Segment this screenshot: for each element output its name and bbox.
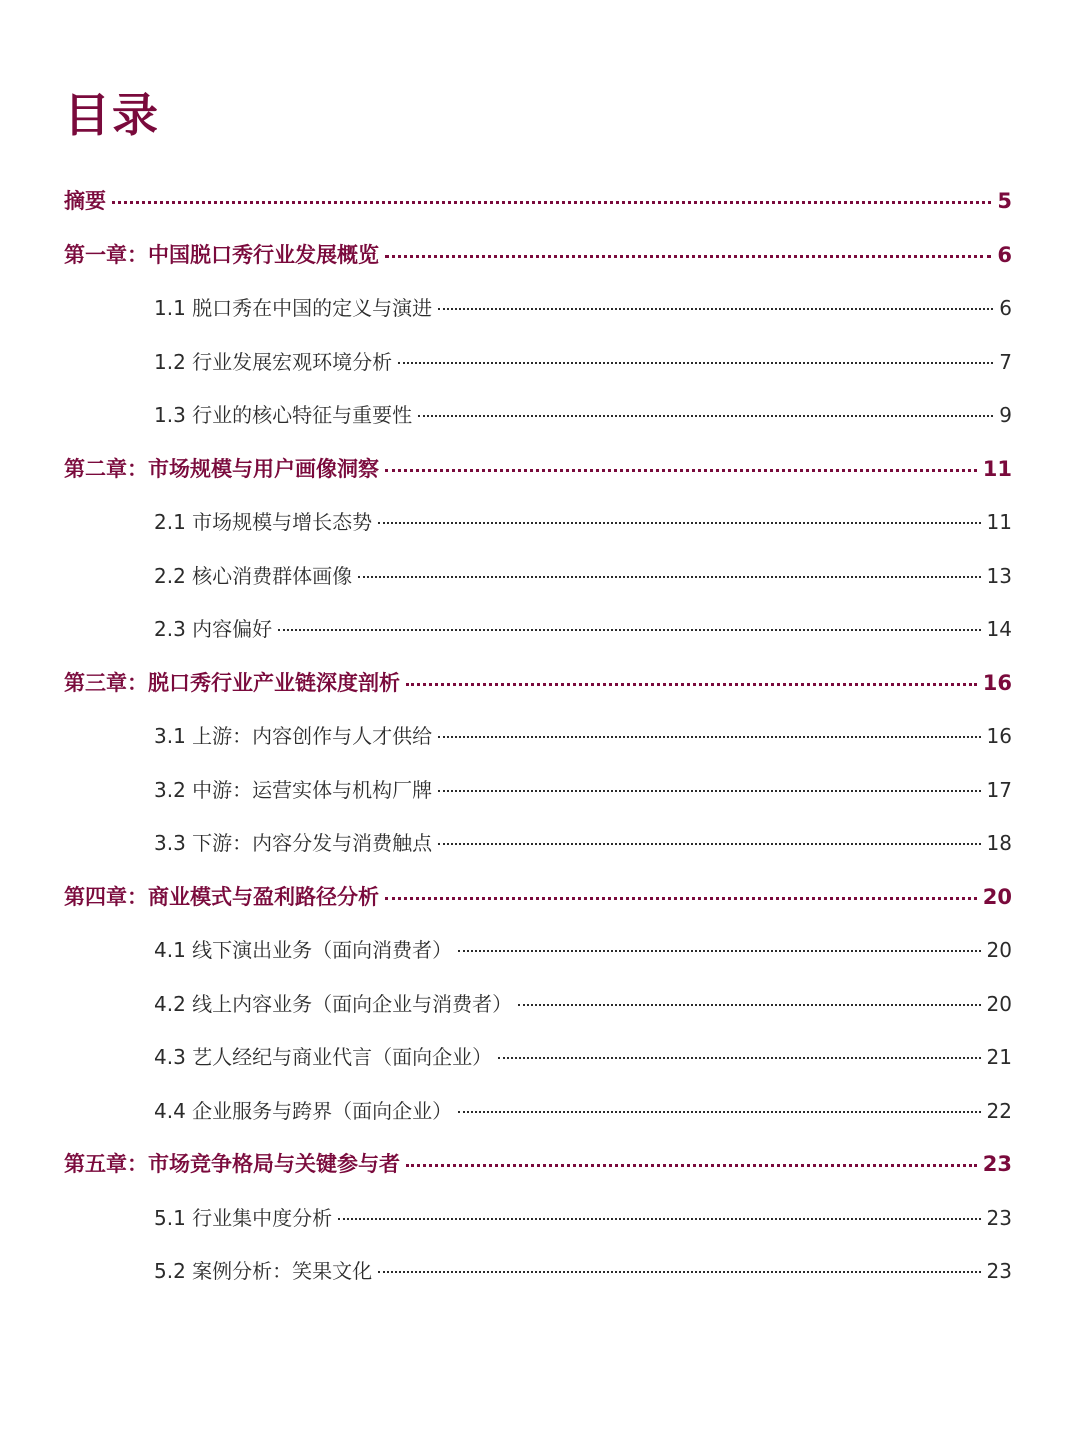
toc-entry-label: 3.1 上游：内容创作与人才供给 <box>154 724 433 748</box>
toc-entry-label: 3.2 中游：运营实体与机构厂牌 <box>154 777 433 802</box>
toc-entry-label: 第三章：脱口秀行业产业链深度剖析 <box>64 670 400 695</box>
dot-leader <box>458 949 980 952</box>
toc-list <box>0 175 1080 1299</box>
toc-entry-label: 第一章：中国脱口秀行业发展概览 <box>64 242 379 267</box>
toc-entry-section-1-3[interactable] <box>0 389 1080 443</box>
toc-entry-page-number: 23 <box>986 1205 1012 1230</box>
dot-leader <box>406 1163 977 1167</box>
toc-entry-label: 4.3 艺人经纪与商业代言（面向企业） <box>154 1045 493 1069</box>
toc-entry-section-5-1[interactable] <box>0 1192 1080 1246</box>
toc-entry-label: 1.1 脱口秀在中国的定义与演进 <box>154 296 433 320</box>
dot-leader <box>338 1217 980 1220</box>
toc-entry-label: 5.1 行业集中度分析 <box>154 1205 333 1230</box>
toc-entry-chapter-5[interactable] <box>0 1138 1080 1192</box>
dot-leader <box>378 521 980 524</box>
toc-entry-section-3-3[interactable] <box>0 817 1080 871</box>
toc-entry-page-number: 9 <box>999 403 1012 427</box>
dot-leader <box>385 254 991 258</box>
toc-entry-label: 4.1 线下演出业务（面向消费者） <box>154 938 453 962</box>
dot-leader <box>438 842 980 845</box>
toc-entry-label: 4.2 线上内容业务（面向企业与消费者） <box>154 991 513 1016</box>
toc-entry-page-number: 5 <box>997 189 1012 213</box>
toc-entry-page-number: 11 <box>982 456 1012 481</box>
dot-leader <box>406 682 977 686</box>
toc-entry-section-4-4[interactable] <box>0 1085 1080 1139</box>
dot-leader <box>458 1110 980 1113</box>
toc-entry-label: 2.1 市场规模与增长态势 <box>154 510 373 534</box>
toc-entry-page-number: 17 <box>986 777 1012 802</box>
toc-entry-chapter-4[interactable] <box>0 871 1080 925</box>
toc-entry-page-number: 20 <box>986 938 1012 962</box>
toc-entry-page-number: 6 <box>999 296 1012 320</box>
toc-entry-label: 1.3 行业的核心特征与重要性 <box>154 403 413 427</box>
dot-leader <box>498 1056 980 1059</box>
dot-leader <box>438 735 980 738</box>
toc-entry-section-4-2[interactable] <box>0 978 1080 1032</box>
page-title: 目录 <box>64 88 160 142</box>
dot-leader <box>112 200 991 204</box>
toc-entry-page-number: 13 <box>986 563 1012 588</box>
toc-entry-page-number: 20 <box>986 991 1012 1016</box>
toc-entry-page-number: 16 <box>986 724 1012 748</box>
toc-entry-section-3-2[interactable] <box>0 764 1080 818</box>
toc-entry-section-4-3[interactable] <box>0 1031 1080 1085</box>
toc-entry-page-number: 20 <box>982 884 1012 909</box>
toc-entry-page-number: 22 <box>986 1098 1012 1123</box>
toc-entry-page-number: 16 <box>982 670 1012 695</box>
toc-entry-abstract[interactable] <box>0 175 1080 229</box>
toc-entry-page-number: 18 <box>986 831 1012 855</box>
toc-entry-label: 2.2 核心消费群体画像 <box>154 563 353 588</box>
dot-leader <box>385 896 977 900</box>
toc-entry-page-number: 21 <box>986 1045 1012 1069</box>
toc-entry-label: 3.3 下游：内容分发与消费触点 <box>154 831 433 855</box>
toc-entry-page-number: 11 <box>986 510 1012 534</box>
toc-entry-label: 5.2 案例分析：笑果文化 <box>154 1259 373 1283</box>
toc-entry-chapter-1[interactable] <box>0 229 1080 283</box>
toc-entry-label: 4.4 企业服务与跨界（面向企业） <box>154 1098 453 1123</box>
toc-entry-label: 第五章：市场竞争格局与关键参与者 <box>64 1152 400 1176</box>
toc-entry-page-number: 14 <box>986 617 1012 641</box>
toc-entry-section-2-3[interactable] <box>0 603 1080 657</box>
toc-entry-section-4-1[interactable] <box>0 924 1080 978</box>
toc-entry-page-number: 23 <box>982 1152 1012 1176</box>
dot-leader <box>358 575 980 578</box>
toc-entry-page-number: 7 <box>999 349 1012 374</box>
dot-leader <box>418 414 993 417</box>
dot-leader <box>278 628 980 631</box>
toc-entry-section-2-1[interactable] <box>0 496 1080 550</box>
toc-entry-section-2-2[interactable] <box>0 550 1080 604</box>
dot-leader <box>385 468 977 472</box>
dot-leader <box>438 307 993 310</box>
toc-entry-label: 摘要 <box>64 189 106 213</box>
dot-leader <box>378 1270 980 1273</box>
toc-entry-page-number: 23 <box>986 1259 1012 1283</box>
toc-entry-section-1-2[interactable] <box>0 336 1080 390</box>
toc-entry-section-1-1[interactable] <box>0 282 1080 336</box>
toc-entry-section-3-1[interactable] <box>0 710 1080 764</box>
toc-entry-label: 2.3 内容偏好 <box>154 617 273 641</box>
toc-entry-label: 1.2 行业发展宏观环境分析 <box>154 349 393 374</box>
dot-leader <box>518 1003 980 1006</box>
toc-entry-chapter-2[interactable] <box>0 443 1080 497</box>
toc-entry-section-5-2[interactable] <box>0 1245 1080 1299</box>
toc-entry-chapter-3[interactable] <box>0 657 1080 711</box>
toc-entry-label: 第二章：市场规模与用户画像洞察 <box>64 456 379 481</box>
toc-entry-page-number: 6 <box>997 242 1012 267</box>
dot-leader <box>438 789 980 792</box>
dot-leader <box>398 361 993 364</box>
toc-entry-label: 第四章：商业模式与盈利路径分析 <box>64 884 379 909</box>
